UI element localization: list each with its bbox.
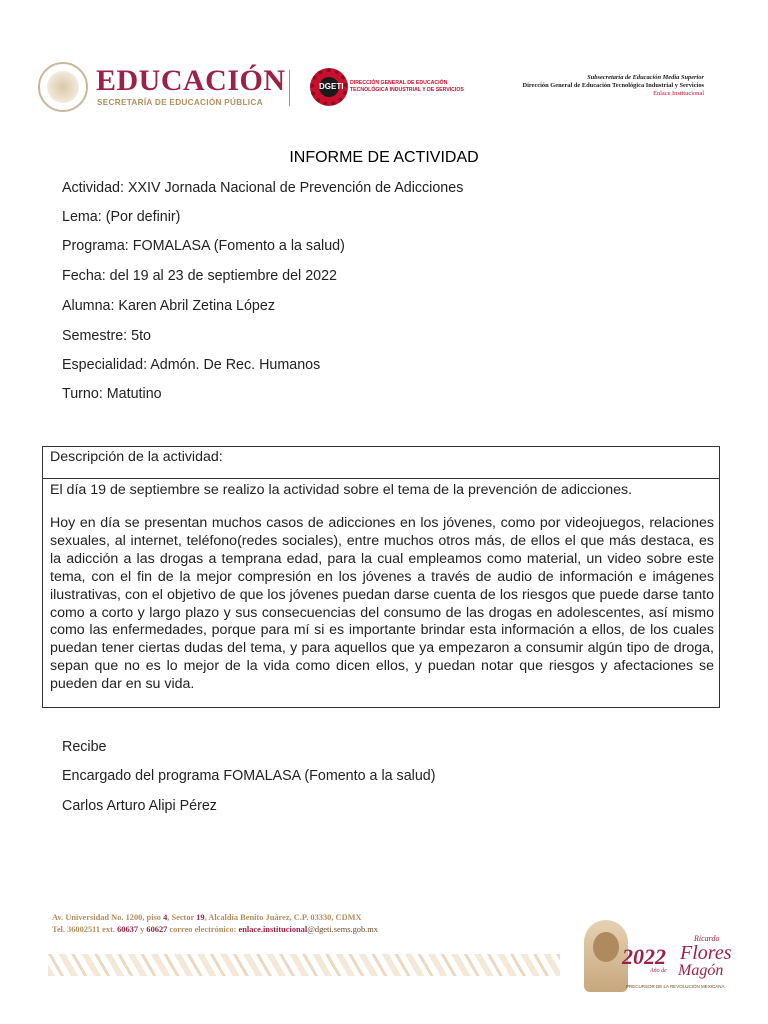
signature-recibe: Recibe: [62, 739, 107, 755]
header-divider: [289, 70, 290, 106]
anniversary-name-1: Flores: [680, 942, 732, 964]
dgeti-logo-text: DGETI: [319, 77, 339, 97]
footer-email-link[interactable]: enlace.institucional: [238, 925, 308, 934]
field-actividad: Actividad: XXIV Jornada Nacional de Prevención de Adicciones: [62, 180, 464, 196]
description-heading: Descripción de la actividad:: [50, 449, 223, 465]
anniversary-ano-de: Año de: [650, 968, 667, 974]
logo-title: EDUCACIÓN: [96, 64, 286, 97]
document-title: INFORME DE ACTIVIDAD: [289, 149, 479, 166]
description-paragraph-1: El día 19 de septiembre se realizo la actividad sobre el tema de la prevención de adicciones.: [50, 482, 633, 498]
field-semestre: Semestre: 5to: [62, 328, 151, 344]
field-programa: Programa: FOMALASA (Fomento a la salud): [62, 238, 345, 254]
description-paragraph-2: Hoy en día se presentan muchos casos de adicciones en los jóvenes, como por videojuegos, relaciones sexuales, al internet, teléfono(redes sociales), entre muchos otros más, de ellos el que más destaca, es la adicción a las drogas a temprana edad, para la cual empleamos como material, un video sobre este tema, con el fin de la mejor compresión en los jóvenes a través de audio de información e imágenes ilustrativas, con el objetivo de que los jóvenes puedan darse cuenta de los riesgos que puede darse tanto como a corto y largo plazo y sus consecuencias del consumo de las drogas en adolescentes, así mismo como las enfermedades, porque para mí si es importante brindar esta información a ellos, de los cuales puedan tener ciertas dudas del tema, y para aquellos que ya empezaron a consumir algún tipo de droga, sepan que no es lo mejor de la vida como dicen ellos, y puedan notar que riesgos y afectaciones se pueden dar en su vida.: [50, 515, 714, 693]
header-right-line-2: Dirección General de Educación Tecnológica Industrial y Servicios: [522, 82, 704, 89]
dgeti-line-1: DIRECCIÓN GENERAL DE EDUCACIÓN: [350, 80, 448, 86]
dgeti-line-2: TECNOLÓGICA INDUSTRIAL Y DE SERVICIOS: [350, 86, 464, 93]
signature-role: Encargado del programa FOMALASA (Fomento a la salud): [62, 768, 436, 784]
footer-address: [52, 912, 378, 936]
field-alumna: Alumna: Karen Abril Zetina López: [62, 298, 275, 314]
field-lema: Lema: (Por definir): [62, 209, 181, 225]
footer-address-line-1: Av. Universidad No. 1200, piso 4, Sector 19, Alcaldía Benito Juárez, C.P. 03330, CDMX: [52, 913, 362, 922]
anniversary-name-2: Magón: [678, 962, 724, 979]
dgeti-name: [350, 80, 470, 93]
anniversary-year: 2022: [622, 944, 666, 969]
decorative-pattern-band: [48, 954, 560, 976]
anniversary-tagline: PRECURSOR DE LA REVOLUCIÓN MEXICANA: [626, 984, 725, 989]
logo-subtitle: SECRETARÍA DE EDUCACIÓN PÚBLICA: [97, 98, 263, 107]
eagle-emblem-icon: [47, 71, 79, 103]
header-right-block: [500, 74, 704, 98]
field-turno: Turno: Matutino: [62, 386, 162, 402]
header-right-line-3: Enlace Institucional: [653, 90, 704, 97]
header-right-line-1: Subsecretaría de Educación Media Superior: [587, 74, 704, 81]
portrait-face-icon: [593, 932, 619, 962]
field-especialidad: Especialidad: Admón. De Rec. Humanos: [62, 357, 321, 373]
signature-name: Carlos Arturo Alipi Pérez: [62, 798, 217, 814]
footer-address-line-2: Tel. 36002511 ext. 60637 y 60627 correo electrónico: enlace.institucional@dgeti.sems.gob.mx: [52, 925, 378, 934]
anniversary-first-name: Ricardo: [694, 934, 720, 943]
field-fecha: Fecha: del 19 al 23 de septiembre del 2022: [62, 268, 338, 284]
